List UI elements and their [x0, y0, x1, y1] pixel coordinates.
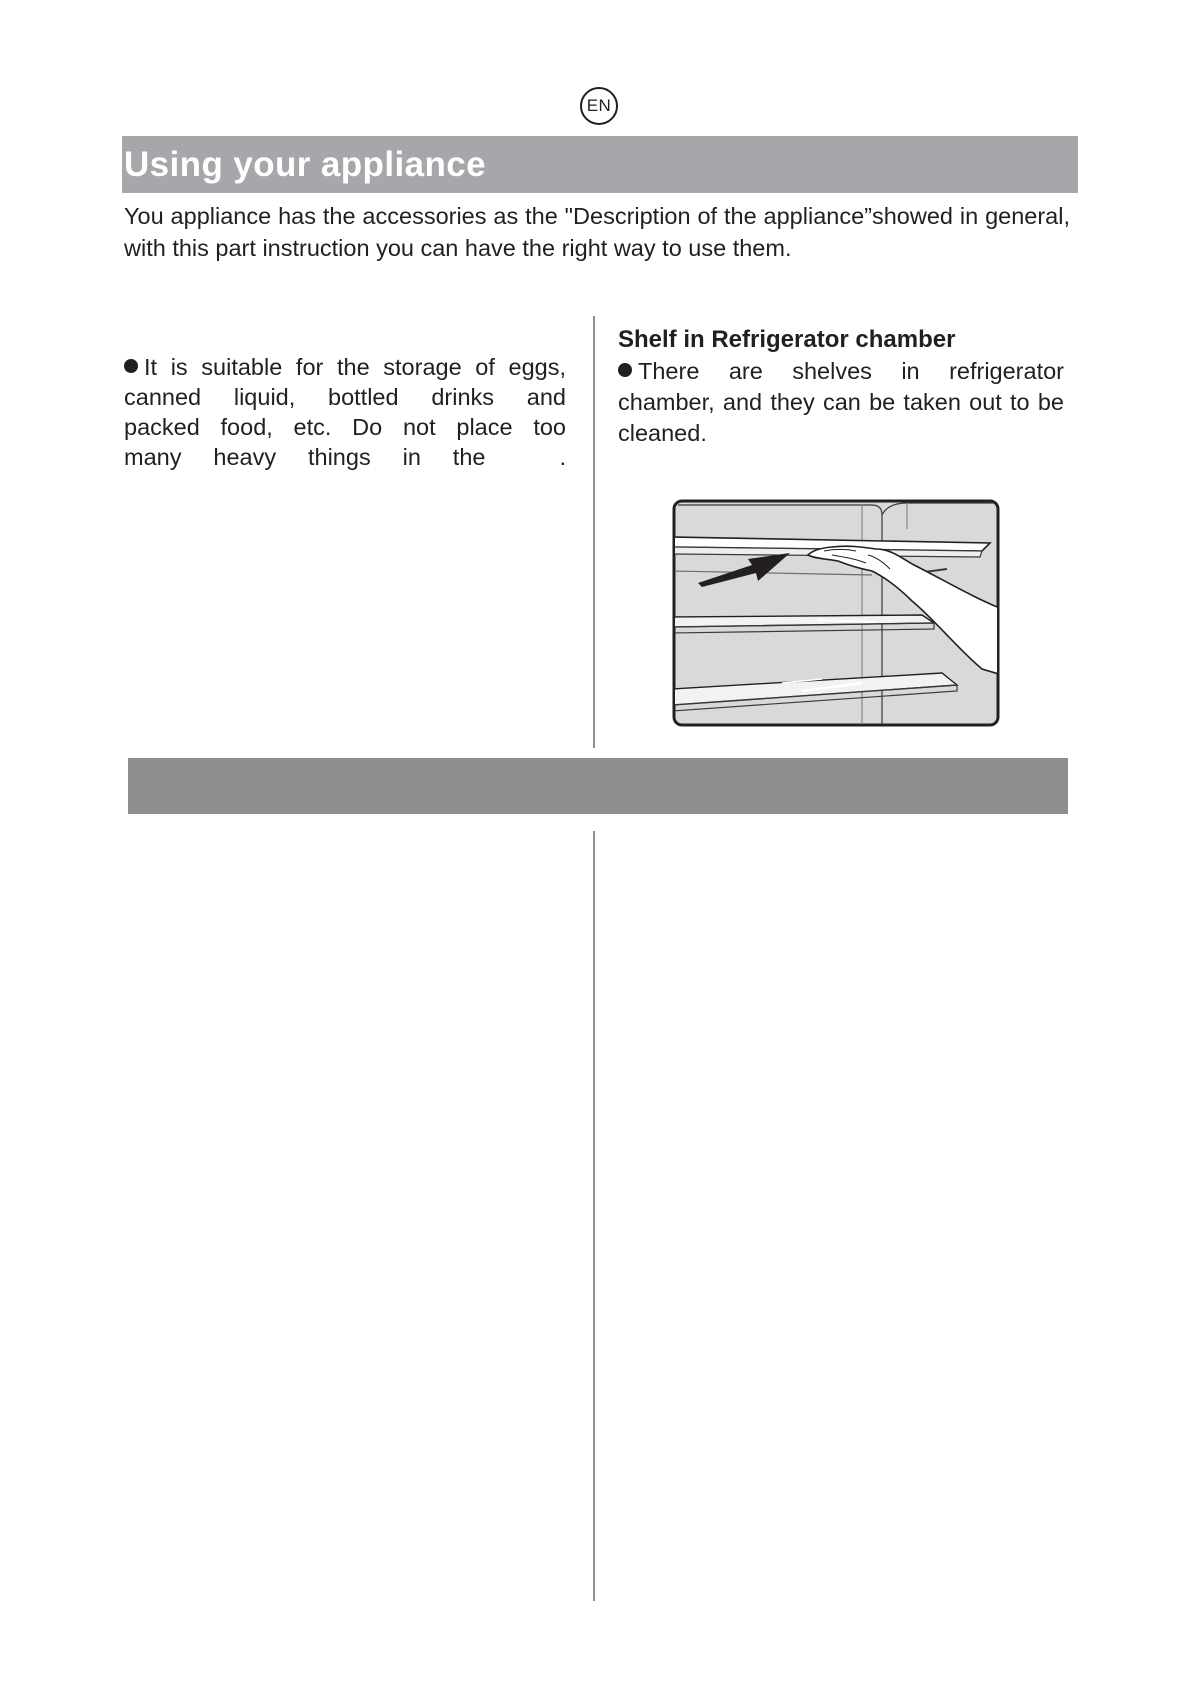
left-line-3: packed food, etc. Do not place too — [124, 414, 566, 440]
left-column-text — [124, 352, 566, 472]
shelf-heading: Shelf in Refrigerator chamber — [618, 326, 956, 353]
language-code: EN — [586, 96, 612, 115]
column-divider-top — [593, 316, 595, 748]
shelf-description-text: There are shelves in refrigerator chamber, and they can be taken out to be cleaned. — [618, 358, 1064, 446]
bullet-icon — [618, 363, 632, 377]
left-line-1 — [124, 352, 566, 382]
intro-paragraph: You appliance has the accessories as the "Description of the appliance”showed in general, with this part instruction you can have the right way to use them. — [124, 203, 1070, 261]
page-title: Using your appliance — [124, 145, 486, 184]
section-title-bar — [122, 136, 1078, 193]
left-line-1-text: It is suitable for the storage of eggs, — [144, 354, 566, 380]
bullet-icon — [124, 359, 138, 373]
left-line-4-text: many heavy things in the — [124, 444, 486, 470]
column-divider-bottom — [593, 831, 595, 1601]
language-badge — [580, 87, 618, 125]
section-bar-empty — [128, 758, 1068, 814]
left-line-2: canned liquid, bottled drinks and — [124, 384, 566, 410]
shelf-removal-illustration — [672, 499, 1000, 727]
left-line-4 — [124, 442, 566, 472]
shelf-description — [618, 356, 1064, 449]
trailing-period: . — [559, 444, 566, 470]
